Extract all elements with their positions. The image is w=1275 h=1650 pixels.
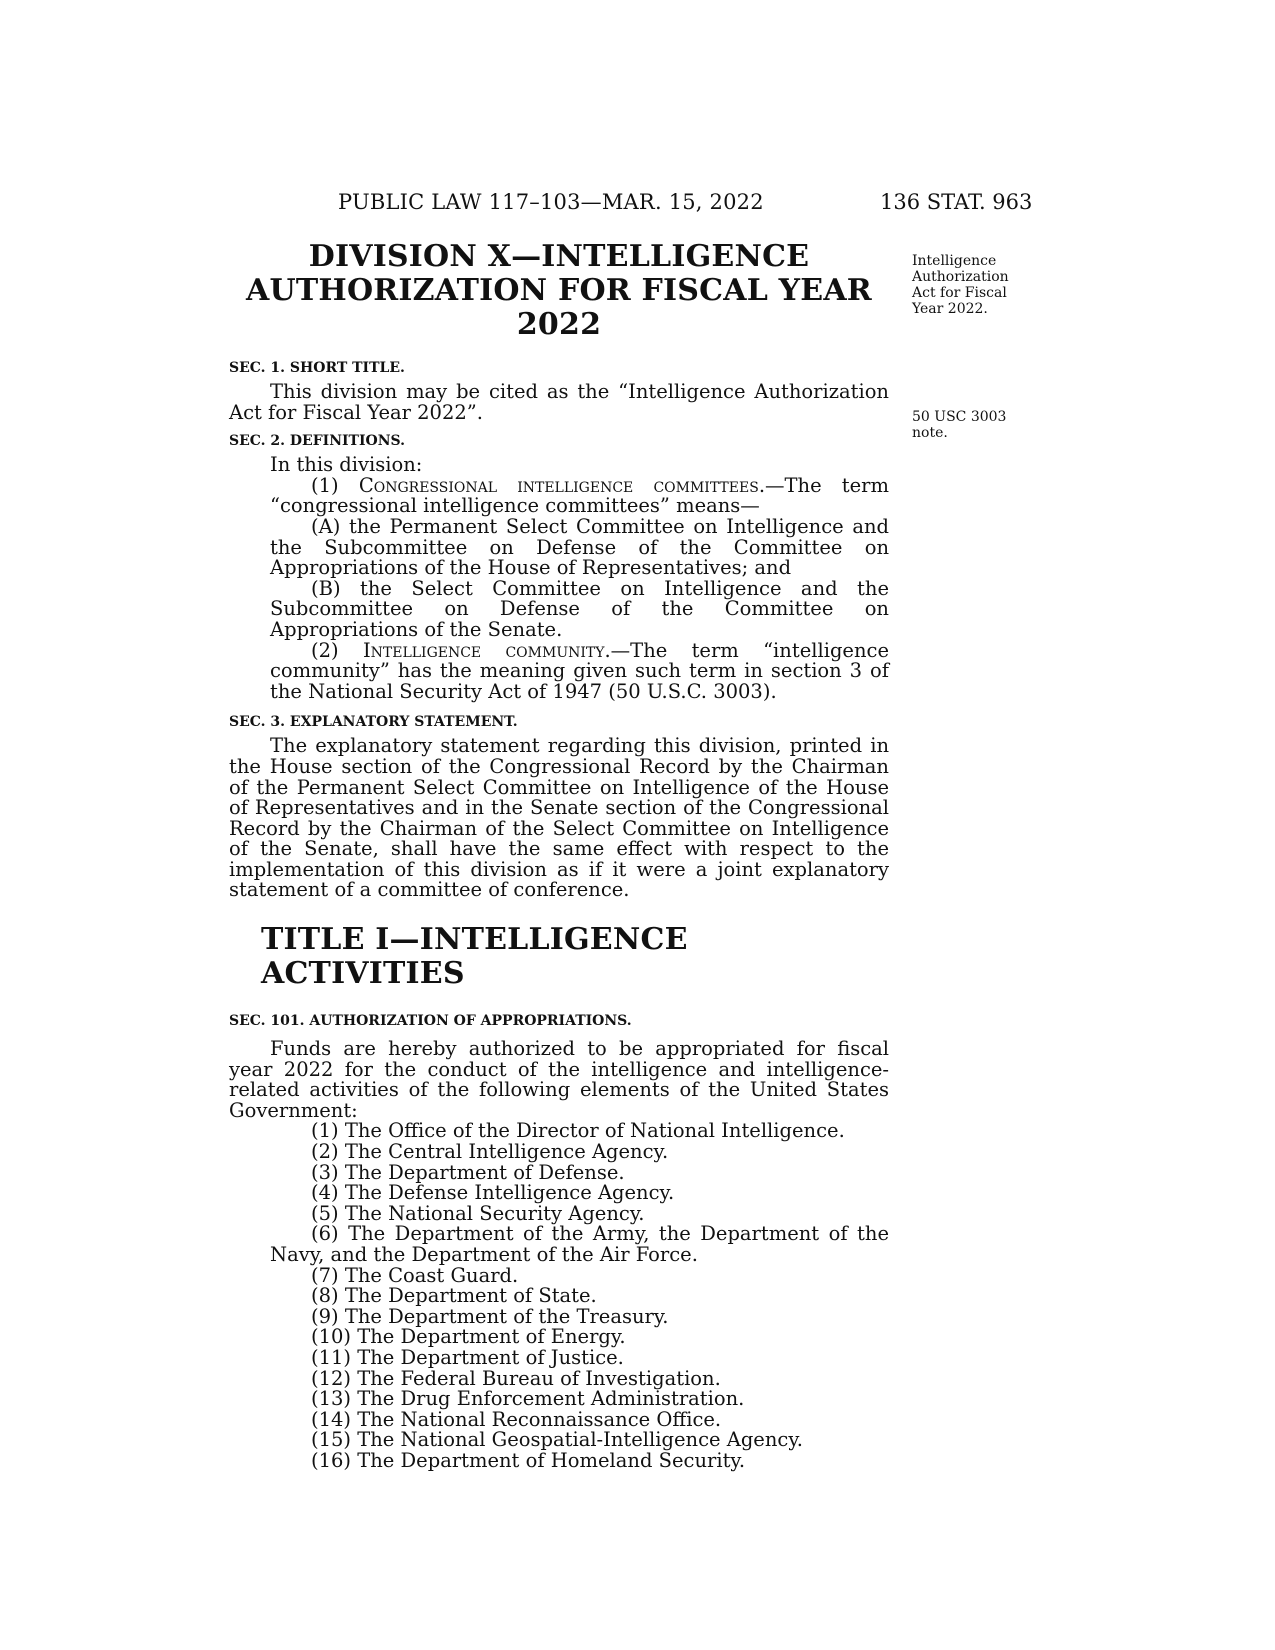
list-item: (8) The Department of State.	[311, 1284, 597, 1308]
margin-note-short-title: Intelligence Authorization Act for Fiscal Year 2022.	[912, 253, 1009, 317]
definition-1-term: Congressional intelligence committees	[358, 473, 759, 497]
list-item: (3) The Department of Defense.	[311, 1160, 625, 1184]
main-text-column	[229, 240, 889, 1472]
running-head: PUBLIC LAW 117–103—MAR. 15, 2022	[338, 190, 764, 214]
title-i-heading: TITLE I—INTELLIGENCE ACTIVITIES	[261, 922, 688, 992]
list-item: (9) The Department of the Treasury.	[311, 1304, 669, 1328]
list-item: (2) The Central Intelligence Agency.	[311, 1140, 669, 1164]
stat-page-reference: 136 STAT. 963	[880, 190, 1033, 214]
section-3-heading: SEC. 3. EXPLANATORY STATEMENT.	[229, 714, 518, 731]
section-1-body: This division may be cited as the “Intelligence Authorization Act for Fiscal Year 2022”.	[229, 380, 889, 424]
list-item: (11) The Department of Justice.	[311, 1345, 624, 1369]
definition-1-subparagraph-b: (B) the Select Committee on Intelligence and the Subcommittee on Defense of the Committee on Appropriations of the Senate.	[270, 576, 889, 641]
section-2-intro: In this division:	[270, 453, 423, 477]
list-item: (10) The Department of Energy.	[311, 1325, 626, 1349]
list-item: (12) The Federal Bureau of Investigation.	[311, 1366, 721, 1390]
definition-1-text: .—The term “congressional intelligence committees” means—	[270, 473, 889, 518]
list-item: (6) The Department of the Army, the Department of the Navy, and the Department of the Air Force.	[270, 1222, 889, 1266]
list-item: (7) The Coast Guard.	[311, 1263, 519, 1287]
division-title-line-2: AUTHORIZATION FOR FISCAL YEAR 2022	[246, 273, 872, 342]
list-item: (16) The Department of Homeland Security.	[311, 1448, 746, 1472]
definition-1	[229, 473, 889, 518]
definition-2-number: (2)	[311, 638, 339, 662]
definition-2-term: Intelligence community	[362, 638, 605, 662]
list-item: (15) The National Geospatial-Intelligence Agency.	[311, 1428, 803, 1452]
division-title	[229, 240, 889, 342]
definition-2-text: .—The term “intelligence community” has the meaning given such term in section 3 of the National Security Act of 1947 (50 U.S.C. 3003).	[270, 638, 889, 703]
margin-note-usc-citation: 50 USC 3003 note.	[912, 409, 1007, 441]
section-1-heading: SEC. 1. SHORT TITLE.	[229, 360, 405, 376]
definition-2	[229, 638, 889, 703]
definition-1-number: (1)	[311, 473, 339, 497]
section-2-heading: SEC. 2. DEFINITIONS.	[229, 433, 406, 450]
list-item: (13) The Drug Enforcement Administration.	[311, 1387, 745, 1411]
element-list	[229, 1121, 889, 1471]
division-title-line-1: DIVISION X—INTELLIGENCE	[308, 239, 810, 274]
list-item: (1) The Office of the Director of National Intelligence.	[311, 1119, 845, 1143]
section-3-body: The explanatory statement regarding this division, printed in the House section of the Congressional Record by the Chairman of the Permanent Select Committee on Intelligence of the House of Representatives and in the Senate section of the Congressional Record by the Chairman of the Select Committee on Intelligence of the Senate, shall have the same effect with respect to the implementation of this division as if it were a joint explanatory statement of a committee of conference.	[229, 734, 889, 902]
list-item: (5) The National Security Agency.	[311, 1201, 645, 1225]
definition-1-subparagraph-a: (A) the Permanent Select Committee on Intelligence and the Subcommittee on Defense of the Committee on Appropriations of the House of Representatives; and	[270, 514, 889, 580]
section-101-heading: SEC. 101. AUTHORIZATION OF APPROPRIATIONS.	[229, 1013, 632, 1030]
list-item: (14) The National Reconnaissance Office.	[311, 1407, 722, 1431]
section-101-intro: Funds are hereby authorized to be appropriated for fiscal year 2022 for the conduct of the intelligence and intelligence-related activities of the following elements of the United States Government:	[229, 1037, 889, 1122]
list-item: (4) The Defense Intelligence Agency.	[311, 1181, 675, 1205]
